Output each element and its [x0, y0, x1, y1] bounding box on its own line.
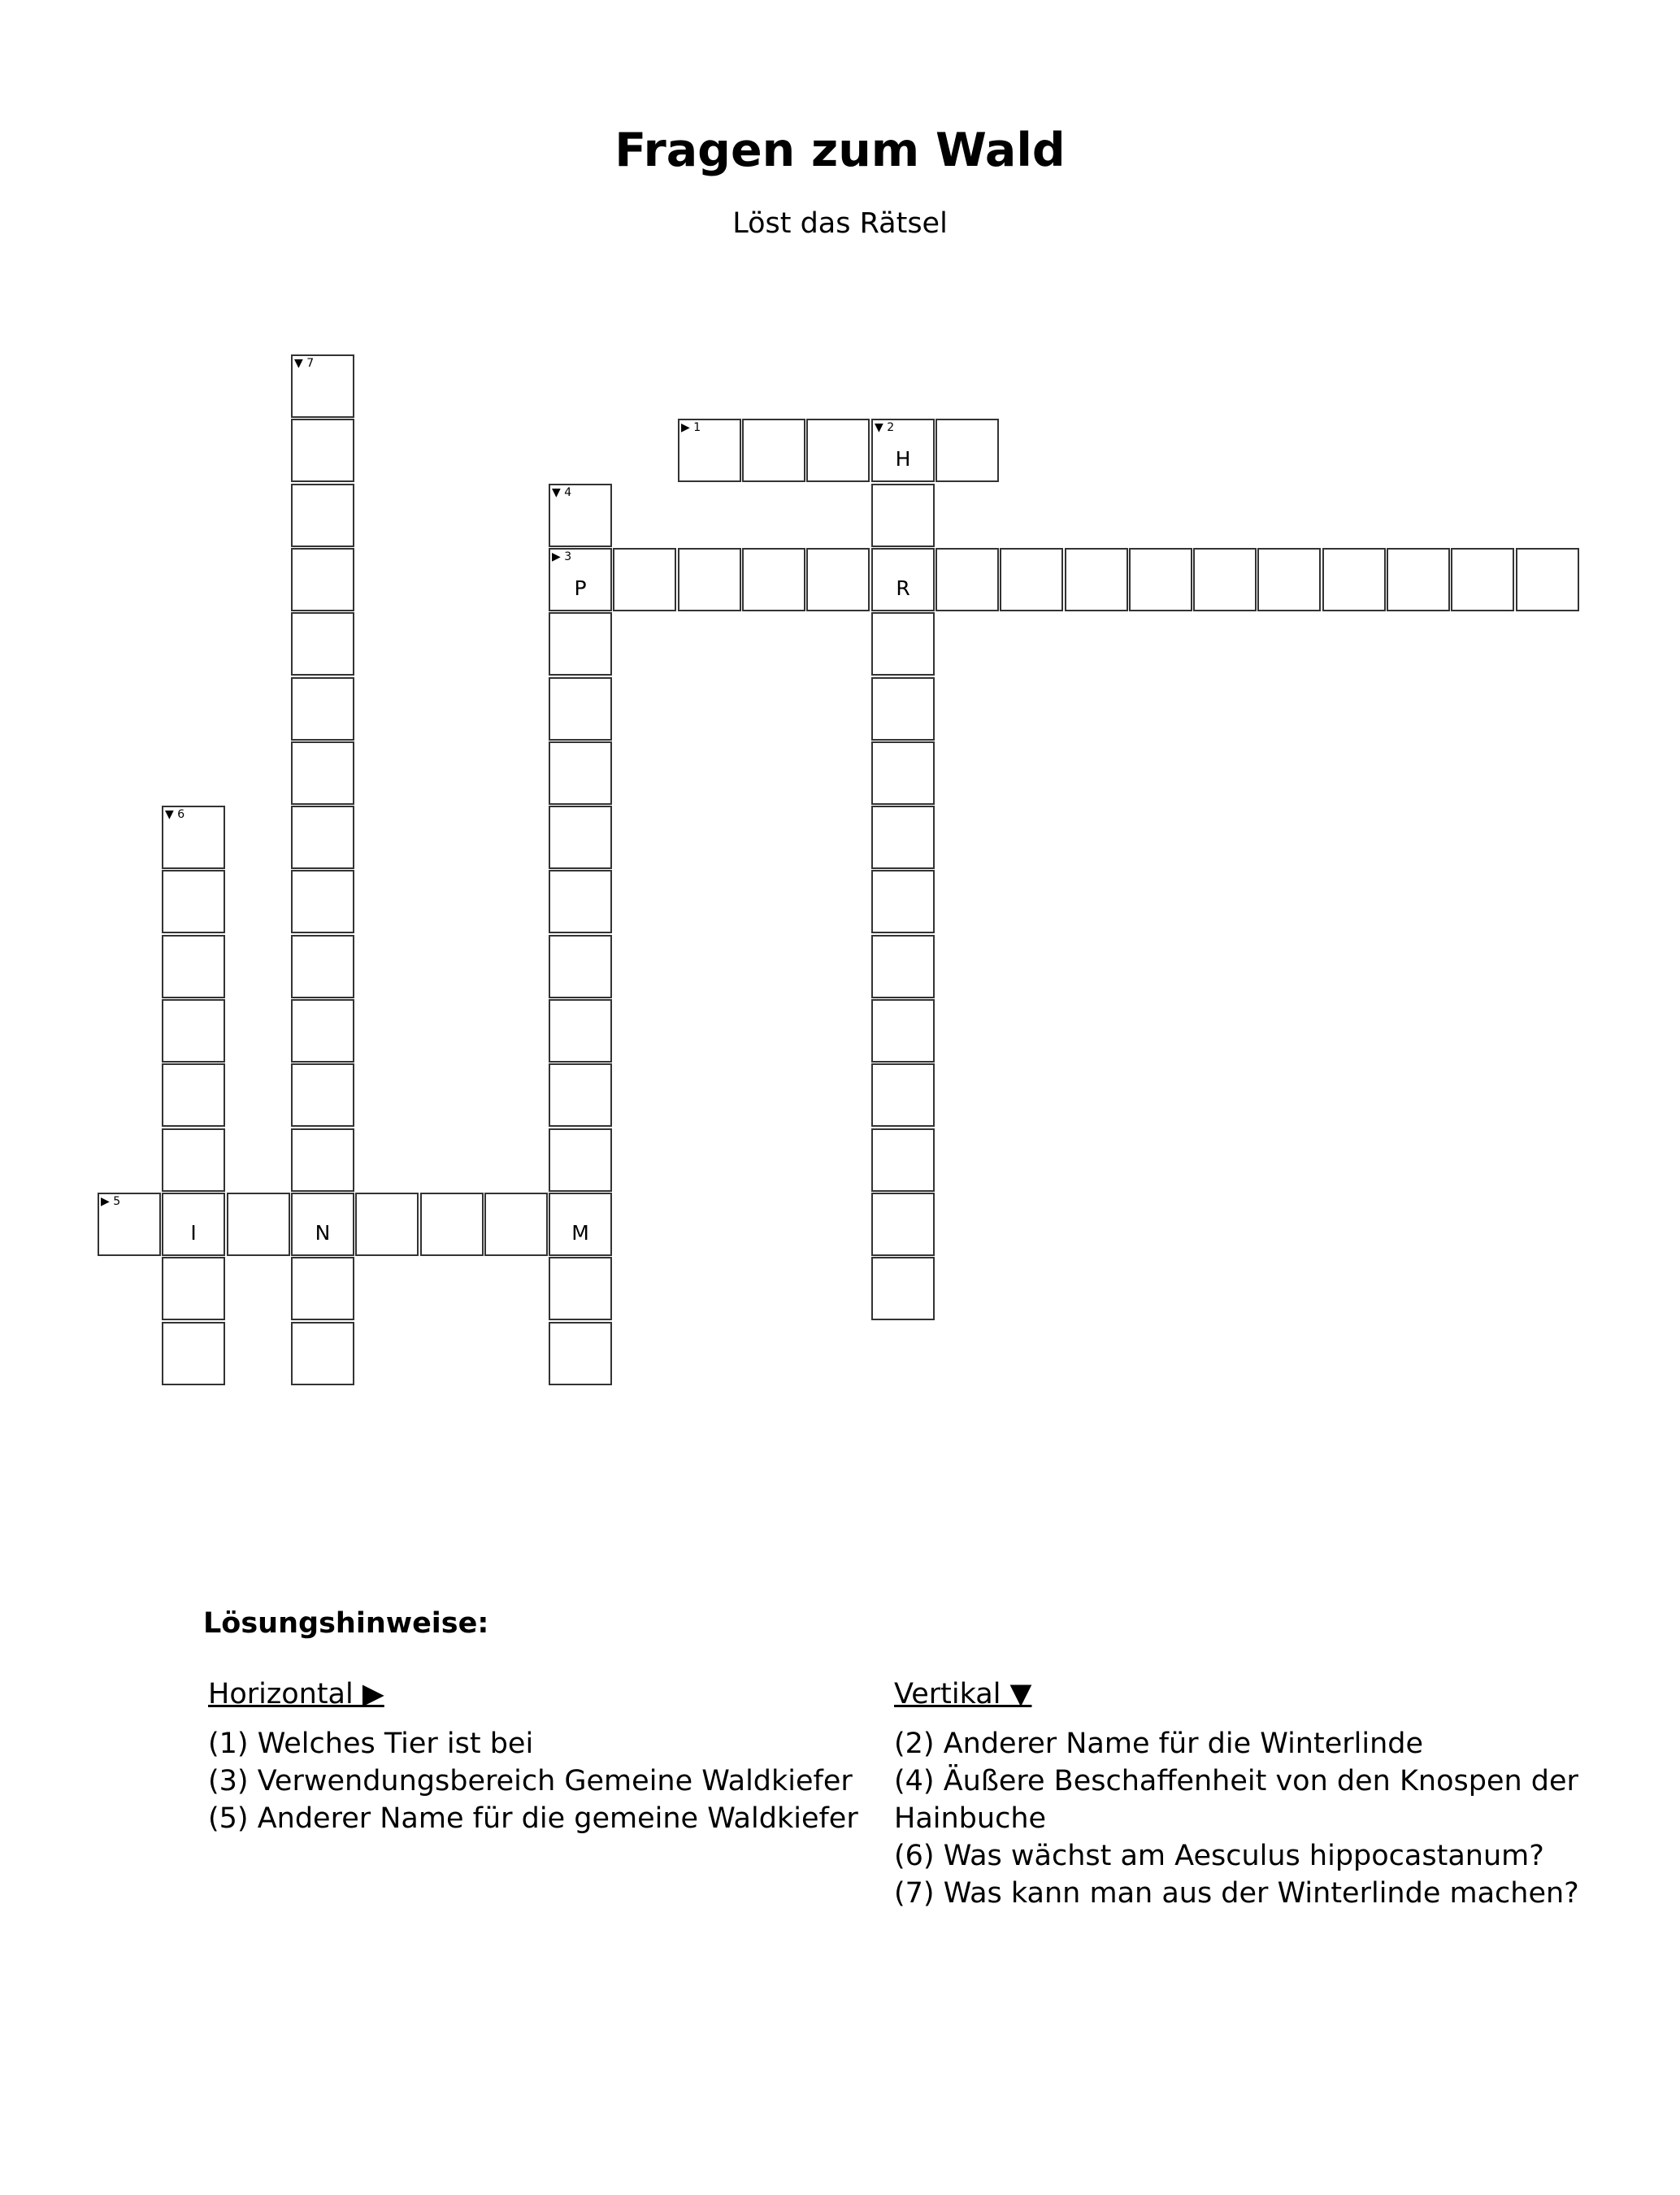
clue-item: (7) Was kann man aus der Winterlinde machen? — [894, 1877, 1579, 1910]
crossword-cell[interactable] — [871, 806, 935, 869]
crossword-cell[interactable] — [1387, 548, 1450, 611]
crossword-cell[interactable] — [871, 935, 935, 998]
crossword-cell[interactable] — [162, 1193, 225, 1256]
cell-letter: H — [895, 447, 911, 471]
cell-letter: I — [190, 1221, 197, 1245]
crossword-cell[interactable] — [549, 1257, 612, 1320]
crossword-cell[interactable] — [549, 1063, 612, 1127]
crossword-cell[interactable] — [742, 548, 805, 611]
crossword-cell[interactable] — [549, 741, 612, 805]
crossword-cell[interactable] — [291, 612, 354, 676]
crossword-cell[interactable] — [291, 870, 354, 933]
crossword-cell[interactable] — [162, 870, 225, 933]
crossword-cell[interactable] — [871, 419, 935, 482]
crossword-cell[interactable] — [678, 419, 741, 482]
crossword-cell[interactable] — [549, 612, 612, 676]
clue-number: ▶ 3 — [552, 550, 572, 563]
clue-number: ▼ 7 — [294, 357, 315, 370]
horizontal-clue-list — [208, 1725, 875, 1837]
crossword-cell[interactable] — [871, 1128, 935, 1192]
crossword-cell[interactable] — [549, 935, 612, 998]
crossword-cell[interactable] — [871, 870, 935, 933]
crossword-cell[interactable] — [871, 1193, 935, 1256]
crossword-cell[interactable] — [936, 548, 999, 611]
crossword-cell[interactable] — [291, 1257, 354, 1320]
crossword-cell[interactable] — [936, 419, 999, 482]
crossword-cell[interactable] — [291, 999, 354, 1063]
crossword-cell[interactable] — [420, 1193, 484, 1256]
crossword-cell[interactable] — [871, 741, 935, 805]
crossword-cell[interactable] — [871, 677, 935, 741]
crossword-cell[interactable] — [549, 806, 612, 869]
crossword-cell[interactable] — [484, 1193, 548, 1256]
crossword-cell[interactable] — [162, 1257, 225, 1320]
crossword-cell[interactable] — [806, 548, 870, 611]
crossword-cell[interactable] — [549, 870, 612, 933]
crossword-cell[interactable] — [162, 806, 225, 869]
crossword-cell[interactable] — [549, 1193, 612, 1256]
crossword-cell[interactable] — [871, 548, 935, 611]
crossword-cell[interactable] — [1257, 548, 1321, 611]
crossword-cell[interactable] — [291, 1322, 354, 1385]
clue-item: (3) Verwendungsbereich Gemeine Waldkiefer — [208, 1765, 853, 1797]
crossword-cell[interactable] — [291, 677, 354, 741]
crossword-cell[interactable] — [1193, 548, 1257, 611]
crossword-cell[interactable] — [98, 1193, 161, 1256]
crossword-cell[interactable] — [291, 1128, 354, 1192]
clue-item: (4) Äußere Beschaffenheit von den Knospen der Hainbuche — [894, 1765, 1578, 1835]
hints-heading: Lösungshinweise: — [203, 1607, 489, 1640]
crossword-cell[interactable] — [871, 999, 935, 1063]
crossword-cell[interactable] — [549, 1128, 612, 1192]
crossword-cell[interactable] — [1451, 548, 1514, 611]
crossword-cell[interactable] — [291, 548, 354, 611]
crossword-cell[interactable] — [806, 419, 870, 482]
crossword-cell[interactable] — [1129, 548, 1192, 611]
crossword-cell[interactable] — [742, 419, 805, 482]
clue-item: (2) Anderer Name für die Winterlinde — [894, 1728, 1424, 1760]
crossword-cell[interactable] — [678, 548, 741, 611]
crossword-cell[interactable] — [162, 1128, 225, 1192]
crossword-cell[interactable] — [291, 935, 354, 998]
clue-item: (6) Was wächst am Aesculus hippocastanum? — [894, 1840, 1544, 1872]
crossword-cell[interactable] — [162, 935, 225, 998]
clue-number: ▼ 4 — [552, 486, 572, 499]
crossword-cell[interactable] — [549, 484, 612, 547]
crossword-cell[interactable] — [549, 1322, 612, 1385]
crossword-cell[interactable] — [162, 999, 225, 1063]
crossword-cell[interactable] — [1516, 548, 1579, 611]
vertical-heading: Vertikal ▼ — [894, 1678, 1032, 1710]
crossword-cell[interactable] — [291, 806, 354, 869]
page-title: Fragen zum Wald — [614, 124, 1066, 177]
clue-number: ▶ 1 — [681, 421, 701, 434]
crossword-cell[interactable] — [871, 1257, 935, 1320]
crossword-cell[interactable] — [291, 741, 354, 805]
crossword-cell[interactable] — [355, 1193, 419, 1256]
clue-number: ▼ 2 — [875, 421, 895, 434]
cell-letter: M — [571, 1221, 589, 1245]
crossword-cell[interactable] — [291, 484, 354, 547]
crossword-cell[interactable] — [871, 484, 935, 547]
crossword-cell[interactable] — [1322, 548, 1386, 611]
crossword-cell[interactable] — [549, 677, 612, 741]
clue-item: (5) Anderer Name für die gemeine Waldkiefer — [208, 1802, 858, 1835]
cell-letter: P — [574, 576, 587, 600]
crossword-cell[interactable] — [1000, 548, 1063, 611]
vertical-clue-list — [894, 1725, 1609, 1912]
crossword-cell[interactable] — [291, 419, 354, 482]
crossword-cell[interactable] — [291, 1063, 354, 1127]
crossword-cell[interactable] — [227, 1193, 290, 1256]
crossword-cell[interactable] — [291, 354, 354, 418]
crossword-cell[interactable] — [549, 548, 612, 611]
page-subtitle: Löst das Rätsel — [732, 207, 948, 240]
cell-letter: R — [896, 576, 910, 600]
crossword-cell[interactable] — [549, 999, 612, 1063]
clue-number: ▶ 5 — [101, 1195, 121, 1208]
clue-number: ▼ 6 — [165, 808, 185, 821]
crossword-cell[interactable] — [162, 1322, 225, 1385]
crossword-cell[interactable] — [291, 1193, 354, 1256]
clue-item: (1) Welches Tier ist bei — [208, 1728, 534, 1760]
crossword-cell[interactable] — [162, 1063, 225, 1127]
crossword-cell[interactable] — [1065, 548, 1128, 611]
horizontal-heading: Horizontal ▶ — [208, 1678, 384, 1710]
crossword-cell[interactable] — [871, 612, 935, 676]
crossword-cell[interactable] — [613, 548, 676, 611]
cell-letter: N — [315, 1221, 331, 1245]
crossword-cell[interactable] — [871, 1063, 935, 1127]
